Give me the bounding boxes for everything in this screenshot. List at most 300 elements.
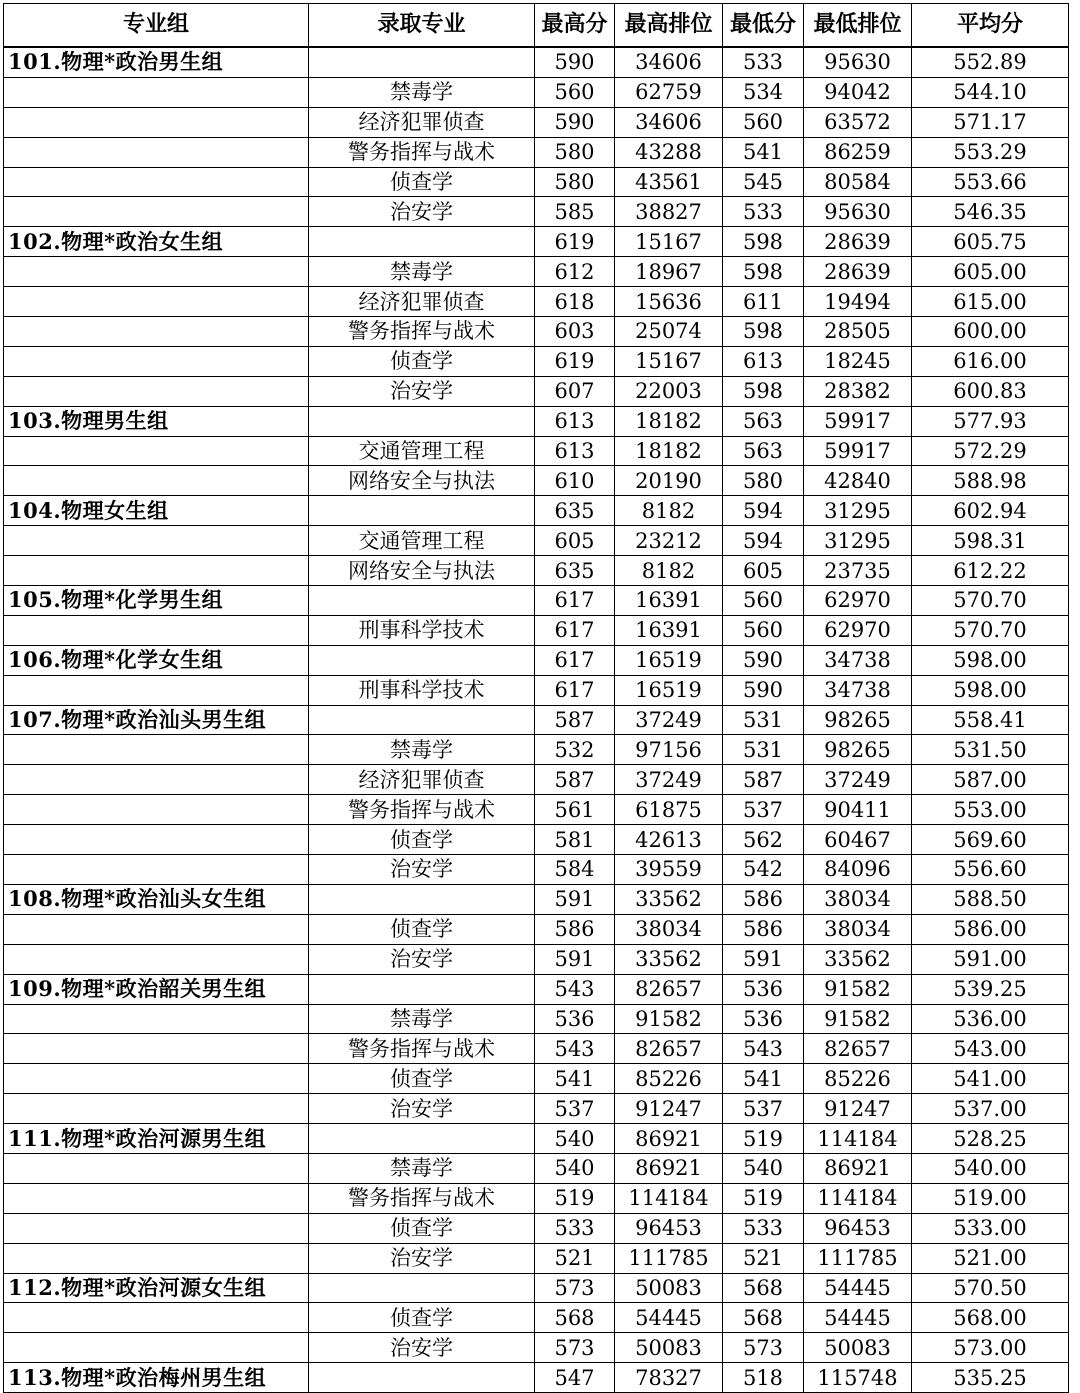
cell-admitted-major: 侦查学	[309, 825, 535, 855]
table-row	[4, 1243, 1069, 1273]
cell-min-rank: 18245	[804, 346, 912, 376]
cell-min-rank: 38034	[804, 914, 912, 944]
cell-admitted-major: 侦查学	[309, 167, 535, 197]
cell-min-score: 563	[723, 436, 804, 466]
cell-max-rank: 96453	[615, 1213, 723, 1243]
cell-average-score: 539.25	[912, 974, 1069, 1004]
cell-admitted-major: 交通管理工程	[309, 436, 535, 466]
cell-max-score: 573	[535, 1333, 615, 1363]
cell-major-group: 105.物理*化学男生组	[4, 586, 309, 616]
cell-max-score: 617	[535, 615, 615, 645]
cell-min-score: 598	[723, 227, 804, 257]
cell-admitted-major: 禁毒学	[309, 735, 535, 765]
cell-min-score: 542	[723, 855, 804, 885]
cell-min-score: 560	[723, 107, 804, 137]
cell-admitted-major: 刑事科学技术	[309, 675, 535, 705]
cell-average-score: 591.00	[912, 944, 1069, 974]
table-row	[4, 257, 1069, 287]
cell-average-score: 598.00	[912, 645, 1069, 675]
cell-min-rank: 114184	[804, 1124, 912, 1154]
cell-min-rank: 34738	[804, 645, 912, 675]
cell-max-score: 617	[535, 645, 615, 675]
cell-admitted-major	[309, 974, 535, 1004]
cell-admitted-major	[309, 1363, 535, 1393]
cell-admitted-major: 治安学	[309, 376, 535, 406]
cell-min-score: 533	[723, 47, 804, 77]
cell-average-score: 605.75	[912, 227, 1069, 257]
cell-admitted-major: 治安学	[309, 1333, 535, 1363]
cell-max-rank: 37249	[615, 765, 723, 795]
cell-min-score: 541	[723, 1064, 804, 1094]
table-row	[4, 825, 1069, 855]
cell-admitted-major: 侦查学	[309, 914, 535, 944]
cell-major-group: 102.物理*政治女生组	[4, 227, 309, 257]
cell-min-score: 594	[723, 526, 804, 556]
cell-major-group	[4, 1333, 309, 1363]
cell-major-group	[4, 1213, 309, 1243]
cell-admitted-major: 禁毒学	[309, 77, 535, 107]
cell-major-group	[4, 77, 309, 107]
cell-max-score: 613	[535, 406, 615, 436]
table-row	[4, 436, 1069, 466]
cell-admitted-major: 治安学	[309, 855, 535, 885]
cell-average-score: 577.93	[912, 406, 1069, 436]
cell-average-score: 531.50	[912, 735, 1069, 765]
cell-min-score: 586	[723, 914, 804, 944]
cell-major-group	[4, 1004, 309, 1034]
cell-max-rank: 15167	[615, 346, 723, 376]
cell-max-rank: 20190	[615, 466, 723, 496]
cell-average-score: 533.00	[912, 1213, 1069, 1243]
cell-max-score: 519	[535, 1183, 615, 1213]
cell-min-score: 568	[723, 1303, 804, 1333]
cell-major-group: 101.物理*政治男生组	[4, 47, 309, 77]
cell-min-score: 590	[723, 675, 804, 705]
cell-major-group	[4, 1153, 309, 1183]
cell-max-rank: 91247	[615, 1094, 723, 1124]
group-summary-row	[4, 645, 1069, 675]
cell-admitted-major	[309, 1273, 535, 1303]
cell-major-group	[4, 765, 309, 795]
cell-max-score: 618	[535, 287, 615, 317]
cell-min-score: 598	[723, 317, 804, 347]
cell-min-score: 563	[723, 406, 804, 436]
cell-min-rank: 37249	[804, 765, 912, 795]
cell-average-score: 570.50	[912, 1273, 1069, 1303]
cell-min-score: 540	[723, 1153, 804, 1183]
cell-max-rank: 43561	[615, 167, 723, 197]
table-row	[4, 735, 1069, 765]
cell-min-rank: 91582	[804, 1004, 912, 1034]
cell-max-rank: 33562	[615, 884, 723, 914]
cell-min-rank: 115748	[804, 1363, 912, 1393]
table-row	[4, 317, 1069, 347]
cell-admitted-major: 警务指挥与战术	[309, 317, 535, 347]
cell-admitted-major	[309, 496, 535, 526]
cell-admitted-major: 禁毒学	[309, 1004, 535, 1034]
header-average-score: 平均分	[912, 4, 1069, 48]
cell-min-score: 536	[723, 974, 804, 1004]
cell-admitted-major: 侦查学	[309, 1213, 535, 1243]
table-row	[4, 167, 1069, 197]
cell-average-score: 588.98	[912, 466, 1069, 496]
cell-min-rank: 111785	[804, 1243, 912, 1273]
cell-max-rank: 50083	[615, 1333, 723, 1363]
cell-max-rank: 42613	[615, 825, 723, 855]
cell-major-group: 109.物理*政治韶关男生组	[4, 974, 309, 1004]
cell-min-score: 586	[723, 884, 804, 914]
table-row	[4, 466, 1069, 496]
cell-min-rank: 28639	[804, 227, 912, 257]
cell-max-rank: 33562	[615, 944, 723, 974]
table-row	[4, 107, 1069, 137]
cell-admitted-major	[309, 1124, 535, 1154]
cell-min-score: 531	[723, 705, 804, 735]
cell-admitted-major	[309, 227, 535, 257]
cell-average-score: 600.00	[912, 317, 1069, 347]
table-row	[4, 615, 1069, 645]
cell-max-rank: 39559	[615, 855, 723, 885]
header-row	[4, 4, 1069, 48]
cell-major-group	[4, 466, 309, 496]
cell-average-score: 536.00	[912, 1004, 1069, 1034]
cell-min-score: 562	[723, 825, 804, 855]
cell-average-score: 528.25	[912, 1124, 1069, 1154]
cell-max-score: 591	[535, 884, 615, 914]
cell-max-rank: 22003	[615, 376, 723, 406]
cell-average-score: 572.29	[912, 436, 1069, 466]
cell-average-score: 558.41	[912, 705, 1069, 735]
cell-min-rank: 82657	[804, 1034, 912, 1064]
cell-major-group	[4, 137, 309, 167]
cell-max-rank: 86921	[615, 1124, 723, 1154]
cell-min-rank: 33562	[804, 944, 912, 974]
cell-major-group	[4, 436, 309, 466]
cell-admitted-major: 警务指挥与战术	[309, 137, 535, 167]
cell-max-score: 580	[535, 167, 615, 197]
cell-max-score: 581	[535, 825, 615, 855]
cell-min-rank: 63572	[804, 107, 912, 137]
cell-min-score: 598	[723, 257, 804, 287]
cell-major-group	[4, 556, 309, 586]
cell-max-rank: 34606	[615, 107, 723, 137]
cell-max-rank: 16519	[615, 645, 723, 675]
cell-admitted-major: 治安学	[309, 944, 535, 974]
table-row	[4, 197, 1069, 227]
cell-max-score: 547	[535, 1363, 615, 1393]
table-row	[4, 1213, 1069, 1243]
cell-max-score: 568	[535, 1303, 615, 1333]
cell-min-score: 568	[723, 1273, 804, 1303]
cell-max-rank: 34606	[615, 47, 723, 77]
group-summary-row	[4, 496, 1069, 526]
cell-max-score: 541	[535, 1064, 615, 1094]
cell-min-rank: 54445	[804, 1303, 912, 1333]
cell-max-score: 521	[535, 1243, 615, 1273]
cell-major-group	[4, 1094, 309, 1124]
cell-major-group	[4, 107, 309, 137]
cell-max-rank: 18967	[615, 257, 723, 287]
cell-average-score: 541.00	[912, 1064, 1069, 1094]
cell-max-score: 587	[535, 765, 615, 795]
cell-max-rank: 18182	[615, 406, 723, 436]
header-max-score: 最高分	[535, 4, 615, 48]
cell-major-group	[4, 855, 309, 885]
cell-major-group: 112.物理*政治河源女生组	[4, 1273, 309, 1303]
cell-admitted-major	[309, 884, 535, 914]
group-summary-row	[4, 705, 1069, 735]
cell-major-group: 103.物理男生组	[4, 406, 309, 436]
cell-min-score: 560	[723, 586, 804, 616]
header-min-score: 最低分	[723, 4, 804, 48]
cell-min-score: 560	[723, 615, 804, 645]
cell-min-rank: 86259	[804, 137, 912, 167]
cell-major-group	[4, 735, 309, 765]
cell-max-rank: 61875	[615, 795, 723, 825]
table-row	[4, 77, 1069, 107]
cell-min-rank: 50083	[804, 1333, 912, 1363]
cell-min-rank: 59917	[804, 406, 912, 436]
cell-max-score: 612	[535, 257, 615, 287]
cell-max-score: 585	[535, 197, 615, 227]
table-row	[4, 287, 1069, 317]
cell-average-score: 553.29	[912, 137, 1069, 167]
cell-average-score: 573.00	[912, 1333, 1069, 1363]
cell-max-score: 540	[535, 1153, 615, 1183]
cell-max-rank: 91582	[615, 1004, 723, 1034]
cell-max-rank: 82657	[615, 974, 723, 1004]
cell-max-score: 590	[535, 47, 615, 77]
cell-max-score: 540	[535, 1124, 615, 1154]
cell-max-score: 619	[535, 227, 615, 257]
cell-max-rank: 85226	[615, 1064, 723, 1094]
cell-admitted-major: 警务指挥与战术	[309, 1183, 535, 1213]
cell-major-group: 108.物理*政治汕头女生组	[4, 884, 309, 914]
cell-max-rank: 114184	[615, 1183, 723, 1213]
cell-admitted-major: 网络安全与执法	[309, 466, 535, 496]
cell-major-group	[4, 1243, 309, 1273]
cell-major-group	[4, 914, 309, 944]
cell-major-group: 106.物理*化学女生组	[4, 645, 309, 675]
cell-max-rank: 111785	[615, 1243, 723, 1273]
cell-admitted-major: 侦查学	[309, 346, 535, 376]
cell-min-score: 534	[723, 77, 804, 107]
cell-min-score: 611	[723, 287, 804, 317]
cell-average-score: 586.00	[912, 914, 1069, 944]
cell-max-rank: 62759	[615, 77, 723, 107]
cell-average-score: 556.60	[912, 855, 1069, 885]
cell-min-rank: 42840	[804, 466, 912, 496]
cell-average-score: 587.00	[912, 765, 1069, 795]
cell-min-rank: 54445	[804, 1273, 912, 1303]
cell-min-score: 590	[723, 645, 804, 675]
cell-max-score: 617	[535, 586, 615, 616]
table-row	[4, 765, 1069, 795]
cell-max-score: 605	[535, 526, 615, 556]
cell-min-rank: 62970	[804, 586, 912, 616]
cell-admitted-major: 网络安全与执法	[309, 556, 535, 586]
table-row	[4, 914, 1069, 944]
table-row	[4, 1303, 1069, 1333]
cell-max-score: 591	[535, 944, 615, 974]
cell-max-score: 561	[535, 795, 615, 825]
cell-min-rank: 28639	[804, 257, 912, 287]
table-row	[4, 376, 1069, 406]
table-body	[4, 47, 1069, 1393]
cell-max-rank: 54445	[615, 1303, 723, 1333]
cell-average-score: 598.00	[912, 675, 1069, 705]
cell-max-rank: 16519	[615, 675, 723, 705]
cell-min-score: 521	[723, 1243, 804, 1273]
cell-major-group	[4, 287, 309, 317]
cell-major-group	[4, 675, 309, 705]
header-major-group: 专业组	[4, 4, 309, 48]
cell-min-score: 591	[723, 944, 804, 974]
cell-major-group	[4, 1034, 309, 1064]
cell-max-rank: 38034	[615, 914, 723, 944]
cell-max-rank: 97156	[615, 735, 723, 765]
cell-max-rank: 25074	[615, 317, 723, 347]
cell-min-score: 533	[723, 1213, 804, 1243]
cell-average-score: 519.00	[912, 1183, 1069, 1213]
cell-min-rank: 95630	[804, 197, 912, 227]
cell-min-score: 580	[723, 466, 804, 496]
cell-max-score: 635	[535, 556, 615, 586]
cell-average-score: 569.60	[912, 825, 1069, 855]
group-summary-row	[4, 227, 1069, 257]
cell-major-group: 113.物理*政治梅州男生组	[4, 1363, 309, 1393]
cell-average-score: 615.00	[912, 287, 1069, 317]
group-summary-row	[4, 1363, 1069, 1393]
cell-average-score: 535.25	[912, 1363, 1069, 1393]
table-row	[4, 1034, 1069, 1064]
table-row	[4, 1094, 1069, 1124]
table-row	[4, 1153, 1069, 1183]
table-row	[4, 1064, 1069, 1094]
header-min-rank: 最低排位	[804, 4, 912, 48]
cell-admitted-major	[309, 406, 535, 436]
cell-average-score: 570.70	[912, 586, 1069, 616]
cell-major-group	[4, 257, 309, 287]
cell-average-score: 546.35	[912, 197, 1069, 227]
cell-max-score: 536	[535, 1004, 615, 1034]
cell-major-group	[4, 944, 309, 974]
cell-admitted-major: 刑事科学技术	[309, 615, 535, 645]
cell-major-group	[4, 526, 309, 556]
cell-min-score: 536	[723, 1004, 804, 1034]
cell-admitted-major: 警务指挥与战术	[309, 795, 535, 825]
table-row	[4, 855, 1069, 885]
cell-min-rank: 90411	[804, 795, 912, 825]
table-row	[4, 346, 1069, 376]
cell-average-score: 588.50	[912, 884, 1069, 914]
cell-major-group	[4, 167, 309, 197]
cell-min-rank: 19494	[804, 287, 912, 317]
cell-min-score: 613	[723, 346, 804, 376]
cell-min-score: 573	[723, 1333, 804, 1363]
cell-min-rank: 23735	[804, 556, 912, 586]
cell-max-score: 613	[535, 436, 615, 466]
cell-max-rank: 43288	[615, 137, 723, 167]
cell-max-score: 537	[535, 1094, 615, 1124]
group-summary-row	[4, 974, 1069, 1004]
table-row	[4, 675, 1069, 705]
cell-admitted-major: 经济犯罪侦查	[309, 287, 535, 317]
cell-min-score: 545	[723, 167, 804, 197]
cell-average-score: 553.66	[912, 167, 1069, 197]
cell-min-score: 541	[723, 137, 804, 167]
cell-max-rank: 50083	[615, 1273, 723, 1303]
cell-min-score: 537	[723, 1094, 804, 1124]
cell-average-score: 537.00	[912, 1094, 1069, 1124]
cell-max-rank: 23212	[615, 526, 723, 556]
table-row	[4, 1333, 1069, 1363]
cell-max-score: 580	[535, 137, 615, 167]
cell-min-rank: 38034	[804, 884, 912, 914]
cell-min-score: 594	[723, 496, 804, 526]
table-row	[4, 795, 1069, 825]
cell-max-score: 603	[535, 317, 615, 347]
cell-min-rank: 31295	[804, 526, 912, 556]
cell-min-rank: 59917	[804, 436, 912, 466]
cell-admitted-major	[309, 645, 535, 675]
cell-min-rank: 98265	[804, 735, 912, 765]
cell-min-rank: 85226	[804, 1064, 912, 1094]
table-row	[4, 1004, 1069, 1034]
cell-max-score: 543	[535, 1034, 615, 1064]
cell-admitted-major: 治安学	[309, 1243, 535, 1273]
cell-max-score: 532	[535, 735, 615, 765]
cell-min-rank: 34738	[804, 675, 912, 705]
group-summary-row	[4, 47, 1069, 77]
cell-major-group	[4, 1303, 309, 1333]
cell-min-rank: 94042	[804, 77, 912, 107]
cell-max-score: 543	[535, 974, 615, 1004]
cell-major-group: 107.物理*政治汕头男生组	[4, 705, 309, 735]
cell-major-group	[4, 376, 309, 406]
cell-major-group	[4, 1064, 309, 1094]
group-summary-row	[4, 406, 1069, 436]
cell-average-score: 570.70	[912, 615, 1069, 645]
cell-average-score: 602.94	[912, 496, 1069, 526]
cell-min-score: 537	[723, 795, 804, 825]
cell-max-rank: 15636	[615, 287, 723, 317]
cell-min-rank: 60467	[804, 825, 912, 855]
cell-average-score: 616.00	[912, 346, 1069, 376]
cell-min-rank: 28505	[804, 317, 912, 347]
cell-admitted-major: 禁毒学	[309, 257, 535, 287]
cell-admitted-major	[309, 705, 535, 735]
cell-max-rank: 8182	[615, 556, 723, 586]
cell-major-group	[4, 615, 309, 645]
table-row	[4, 556, 1069, 586]
table-row	[4, 137, 1069, 167]
cell-max-score: 619	[535, 346, 615, 376]
cell-admitted-major: 禁毒学	[309, 1153, 535, 1183]
cell-max-score: 607	[535, 376, 615, 406]
cell-max-rank: 38827	[615, 197, 723, 227]
group-summary-row	[4, 1273, 1069, 1303]
cell-min-rank: 84096	[804, 855, 912, 885]
cell-max-score: 587	[535, 705, 615, 735]
cell-admitted-major	[309, 47, 535, 77]
cell-admitted-major: 治安学	[309, 197, 535, 227]
table-row	[4, 1183, 1069, 1213]
cell-average-score: 598.31	[912, 526, 1069, 556]
cell-max-rank: 86921	[615, 1153, 723, 1183]
cell-min-rank: 31295	[804, 496, 912, 526]
cell-max-rank: 15167	[615, 227, 723, 257]
